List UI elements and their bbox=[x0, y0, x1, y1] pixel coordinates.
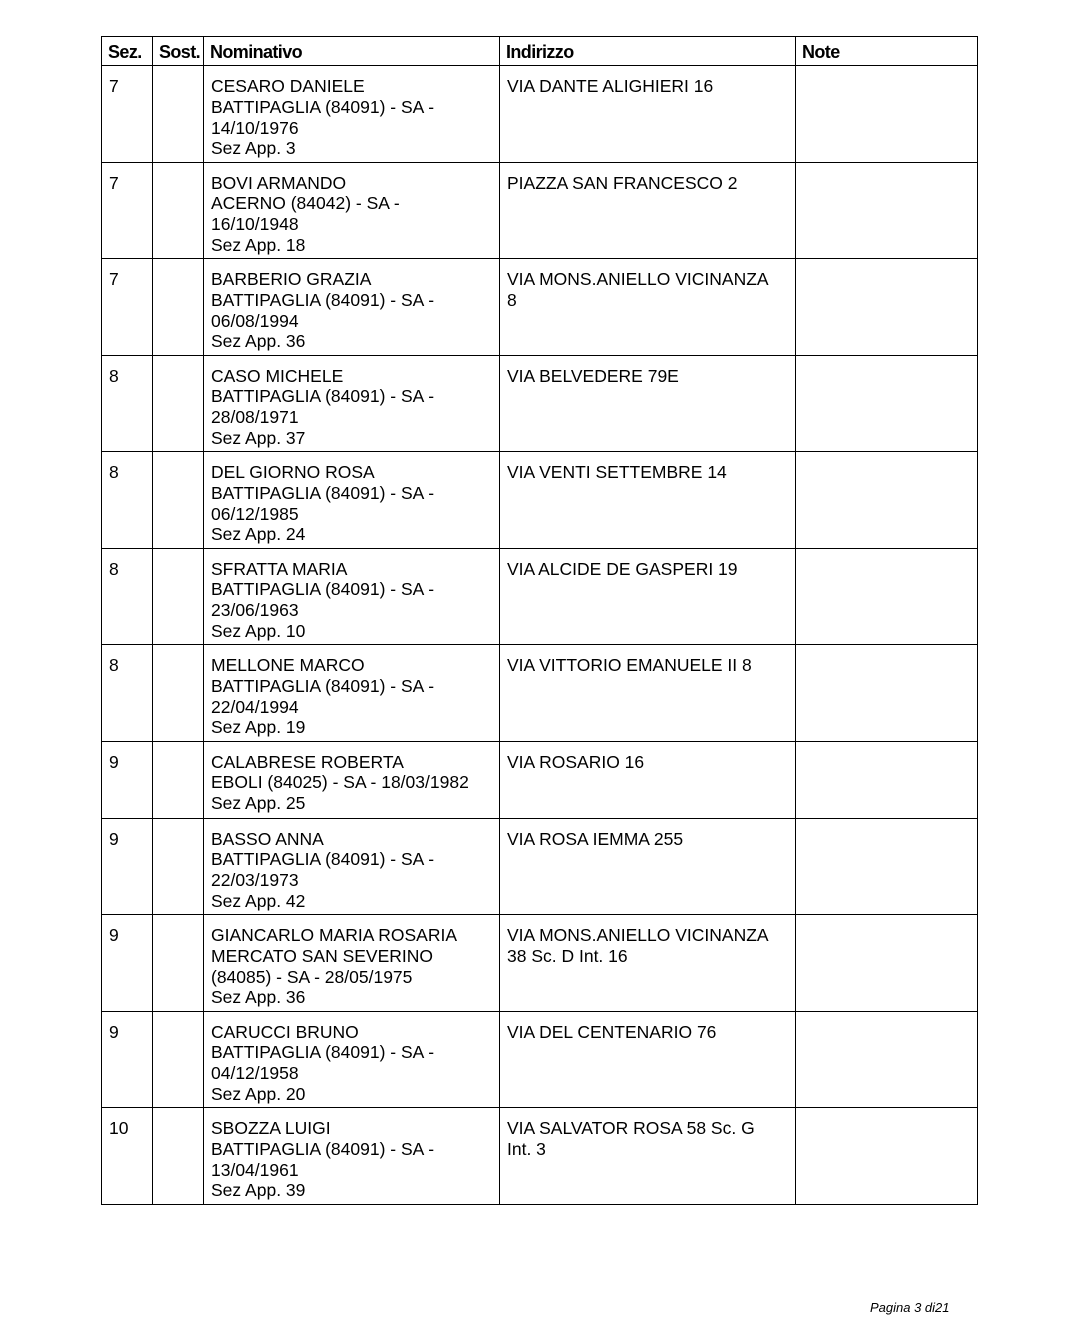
cell-indirizzo bbox=[500, 915, 796, 1012]
cell-sez: 7 bbox=[102, 162, 153, 259]
nominativo-line: 06/12/1985 bbox=[211, 503, 299, 524]
header-row bbox=[102, 37, 978, 66]
cell-indirizzo bbox=[500, 355, 796, 452]
nominativo-line: 04/12/1958 bbox=[211, 1063, 299, 1084]
header-note: Note bbox=[796, 37, 978, 66]
cell-sost bbox=[153, 259, 204, 356]
nominativo-line: 13/04/1961 bbox=[211, 1159, 299, 1180]
nominativo-line: 23/06/1963 bbox=[211, 600, 299, 621]
cell-note bbox=[796, 645, 978, 742]
cell-sez: 8 bbox=[102, 452, 153, 549]
nominativo-line: Sez App. 37 bbox=[211, 427, 306, 448]
cell-sost bbox=[153, 452, 204, 549]
nominativo-line: CARUCCI BRUNO bbox=[211, 1021, 359, 1042]
indirizzo-line: VIA VITTORIO EMANUELE II 8 bbox=[507, 655, 752, 675]
cell-indirizzo bbox=[500, 259, 796, 356]
header-sost: Sost. bbox=[153, 37, 204, 66]
nominativo-line: MELLONE MARCO bbox=[211, 655, 365, 675]
indirizzo-line: VIA SALVATOR ROSA 58 Sc. G bbox=[507, 1118, 755, 1138]
cell-nominativo bbox=[204, 1011, 500, 1108]
cell-indirizzo bbox=[500, 645, 796, 742]
cell-indirizzo bbox=[500, 1011, 796, 1108]
nominativo-line: Sez App. 24 bbox=[211, 524, 306, 545]
cell-note bbox=[796, 355, 978, 452]
table-row bbox=[102, 548, 978, 645]
table-row bbox=[102, 818, 978, 915]
cell-sez: 10 bbox=[102, 1108, 153, 1205]
nominativo-line: Sez App. 20 bbox=[211, 1083, 306, 1104]
indirizzo-line: VIA VENTI SETTEMBRE 14 bbox=[507, 462, 727, 482]
nominativo-line: 14/10/1976 bbox=[211, 117, 299, 138]
nominativo-line: GIANCARLO MARIA ROSARIA bbox=[211, 925, 458, 945]
electors-table bbox=[101, 36, 978, 1205]
cell-sost bbox=[153, 741, 204, 818]
nominativo-line: BATTIPAGLIA (84091) - SA - bbox=[211, 1138, 435, 1159]
cell-sost bbox=[153, 162, 204, 259]
indirizzo-line: VIA DEL CENTENARIO 76 bbox=[507, 1021, 717, 1042]
nominativo-line: Sez App. 36 bbox=[211, 331, 306, 352]
cell-note bbox=[796, 818, 978, 915]
indirizzo-line: VIA ROSA IEMMA 255 bbox=[507, 828, 684, 849]
table-row bbox=[102, 741, 978, 818]
header-nominativo: Nominativo bbox=[204, 37, 500, 66]
cell-note bbox=[796, 259, 978, 356]
table-body bbox=[102, 66, 978, 1205]
cell-sez: 9 bbox=[102, 915, 153, 1012]
table-row bbox=[102, 452, 978, 549]
nominativo-line: Sez App. 3 bbox=[211, 138, 296, 159]
cell-note bbox=[796, 162, 978, 259]
cell-sost bbox=[153, 66, 204, 163]
cell-sost bbox=[153, 645, 204, 742]
cell-sez: 9 bbox=[102, 1011, 153, 1108]
cell-note bbox=[796, 915, 978, 1012]
table-row bbox=[102, 1108, 978, 1205]
indirizzo-line: 38 Sc. D Int. 16 bbox=[507, 945, 628, 966]
table-row bbox=[102, 645, 978, 742]
cell-note bbox=[796, 66, 978, 163]
nominativo-line: DEL GIORNO ROSA bbox=[211, 462, 375, 482]
nominativo-line: Sez App. 18 bbox=[211, 234, 306, 255]
nominativo-line: BATTIPAGLIA (84091) - SA - bbox=[211, 96, 435, 117]
cell-sez: 8 bbox=[102, 355, 153, 452]
cell-indirizzo bbox=[500, 1108, 796, 1205]
cell-nominativo bbox=[204, 915, 500, 1012]
cell-note bbox=[796, 741, 978, 818]
cell-note bbox=[796, 1011, 978, 1108]
indirizzo-line: VIA MONS.ANIELLO VICINANZA bbox=[507, 925, 769, 945]
cell-indirizzo bbox=[500, 452, 796, 549]
nominativo-line: Sez App. 36 bbox=[211, 987, 306, 1008]
cell-nominativo bbox=[204, 355, 500, 452]
cell-nominativo bbox=[204, 259, 500, 356]
cell-sez: 8 bbox=[102, 645, 153, 742]
table-row bbox=[102, 355, 978, 452]
cell-sost bbox=[153, 548, 204, 645]
nominativo-line: 16/10/1948 bbox=[211, 214, 299, 235]
nominativo-line: BATTIPAGLIA (84091) - SA - bbox=[211, 849, 435, 870]
cell-sost bbox=[153, 1108, 204, 1205]
nominativo-line: BOVI ARMANDO bbox=[211, 172, 347, 193]
table-row bbox=[102, 162, 978, 259]
nominativo-line: BATTIPAGLIA (84091) - SA - bbox=[211, 289, 435, 310]
header-sez: Sez. bbox=[102, 37, 153, 66]
nominativo-line: CESARO DANIELE bbox=[211, 76, 365, 96]
indirizzo-line: VIA ROSARIO 16 bbox=[507, 751, 645, 772]
nominativo-line: CALABRESE ROBERTA bbox=[211, 751, 404, 772]
indirizzo-line: 8 bbox=[507, 289, 517, 310]
table-header bbox=[102, 37, 978, 66]
nominativo-line: SBOZZA LUIGI bbox=[211, 1118, 331, 1138]
header-indirizzo: Indirizzo bbox=[500, 37, 796, 66]
table-row bbox=[102, 66, 978, 163]
nominativo-line: 06/08/1994 bbox=[211, 310, 299, 331]
cell-nominativo bbox=[204, 741, 500, 818]
cell-note bbox=[796, 1108, 978, 1205]
cell-sez: 7 bbox=[102, 66, 153, 163]
cell-nominativo bbox=[204, 818, 500, 915]
cell-sez: 9 bbox=[102, 818, 153, 915]
cell-sez: 9 bbox=[102, 741, 153, 818]
indirizzo-line: PIAZZA SAN FRANCESCO 2 bbox=[507, 172, 738, 193]
nominativo-line: Sez App. 19 bbox=[211, 717, 306, 738]
table-row bbox=[102, 259, 978, 356]
table-row bbox=[102, 1011, 978, 1108]
table-row bbox=[102, 915, 978, 1012]
nominativo-line: BATTIPAGLIA (84091) - SA - bbox=[211, 675, 435, 696]
cell-sez: 7 bbox=[102, 259, 153, 356]
nominativo-line: CASO MICHELE bbox=[211, 365, 344, 386]
nominativo-line: BATTIPAGLIA (84091) - SA - bbox=[211, 386, 435, 407]
nominativo-line: BATTIPAGLIA (84091) - SA - bbox=[211, 482, 435, 503]
nominativo-line: 22/04/1994 bbox=[211, 696, 299, 717]
nominativo-line: BASSO ANNA bbox=[211, 828, 324, 849]
nominativo-line: Sez App. 10 bbox=[211, 620, 306, 641]
nominativo-line: (84085) - SA - 28/05/1975 bbox=[211, 966, 413, 987]
cell-indirizzo bbox=[500, 741, 796, 818]
cell-indirizzo bbox=[500, 162, 796, 259]
nominativo-line: BATTIPAGLIA (84091) - SA - bbox=[211, 579, 435, 600]
nominativo-line: SFRATTA MARIA bbox=[211, 558, 348, 579]
nominativo-line: EBOLI (84025) - SA - 18/03/1982 bbox=[211, 772, 469, 793]
nominativo-line: ACERNO (84042) - SA - bbox=[211, 193, 400, 214]
cell-nominativo bbox=[204, 548, 500, 645]
nominativo-line: BATTIPAGLIA (84091) - SA - bbox=[211, 1042, 435, 1063]
indirizzo-line: VIA MONS.ANIELLO VICINANZA bbox=[507, 269, 769, 289]
indirizzo-line: VIA ALCIDE DE GASPERI 19 bbox=[507, 558, 738, 579]
nominativo-line: MERCATO SAN SEVERINO bbox=[211, 945, 434, 966]
cell-note bbox=[796, 452, 978, 549]
cell-nominativo bbox=[204, 162, 500, 259]
cell-sost bbox=[153, 355, 204, 452]
indirizzo-line: Int. 3 bbox=[507, 1138, 546, 1159]
page-number: Pagina 3 di21 bbox=[870, 1300, 950, 1315]
cell-indirizzo bbox=[500, 818, 796, 915]
cell-nominativo bbox=[204, 1108, 500, 1205]
cell-sost bbox=[153, 818, 204, 915]
cell-note bbox=[796, 548, 978, 645]
nominativo-line: Sez App. 25 bbox=[211, 793, 306, 814]
indirizzo-line: VIA BELVEDERE 79E bbox=[507, 365, 679, 386]
cell-indirizzo bbox=[500, 548, 796, 645]
cell-indirizzo bbox=[500, 66, 796, 163]
cell-sez: 8 bbox=[102, 548, 153, 645]
nominativo-line: 22/03/1973 bbox=[211, 870, 299, 891]
nominativo-line: 28/08/1971 bbox=[211, 407, 299, 428]
nominativo-line: Sez App. 39 bbox=[211, 1180, 306, 1201]
nominativo-line: BARBERIO GRAZIA bbox=[211, 269, 372, 289]
cell-nominativo bbox=[204, 645, 500, 742]
indirizzo-line: VIA DANTE ALIGHIERI 16 bbox=[507, 76, 714, 96]
cell-nominativo bbox=[204, 66, 500, 163]
cell-sost bbox=[153, 915, 204, 1012]
cell-sost bbox=[153, 1011, 204, 1108]
cell-nominativo bbox=[204, 452, 500, 549]
nominativo-line: Sez App. 42 bbox=[211, 890, 306, 911]
